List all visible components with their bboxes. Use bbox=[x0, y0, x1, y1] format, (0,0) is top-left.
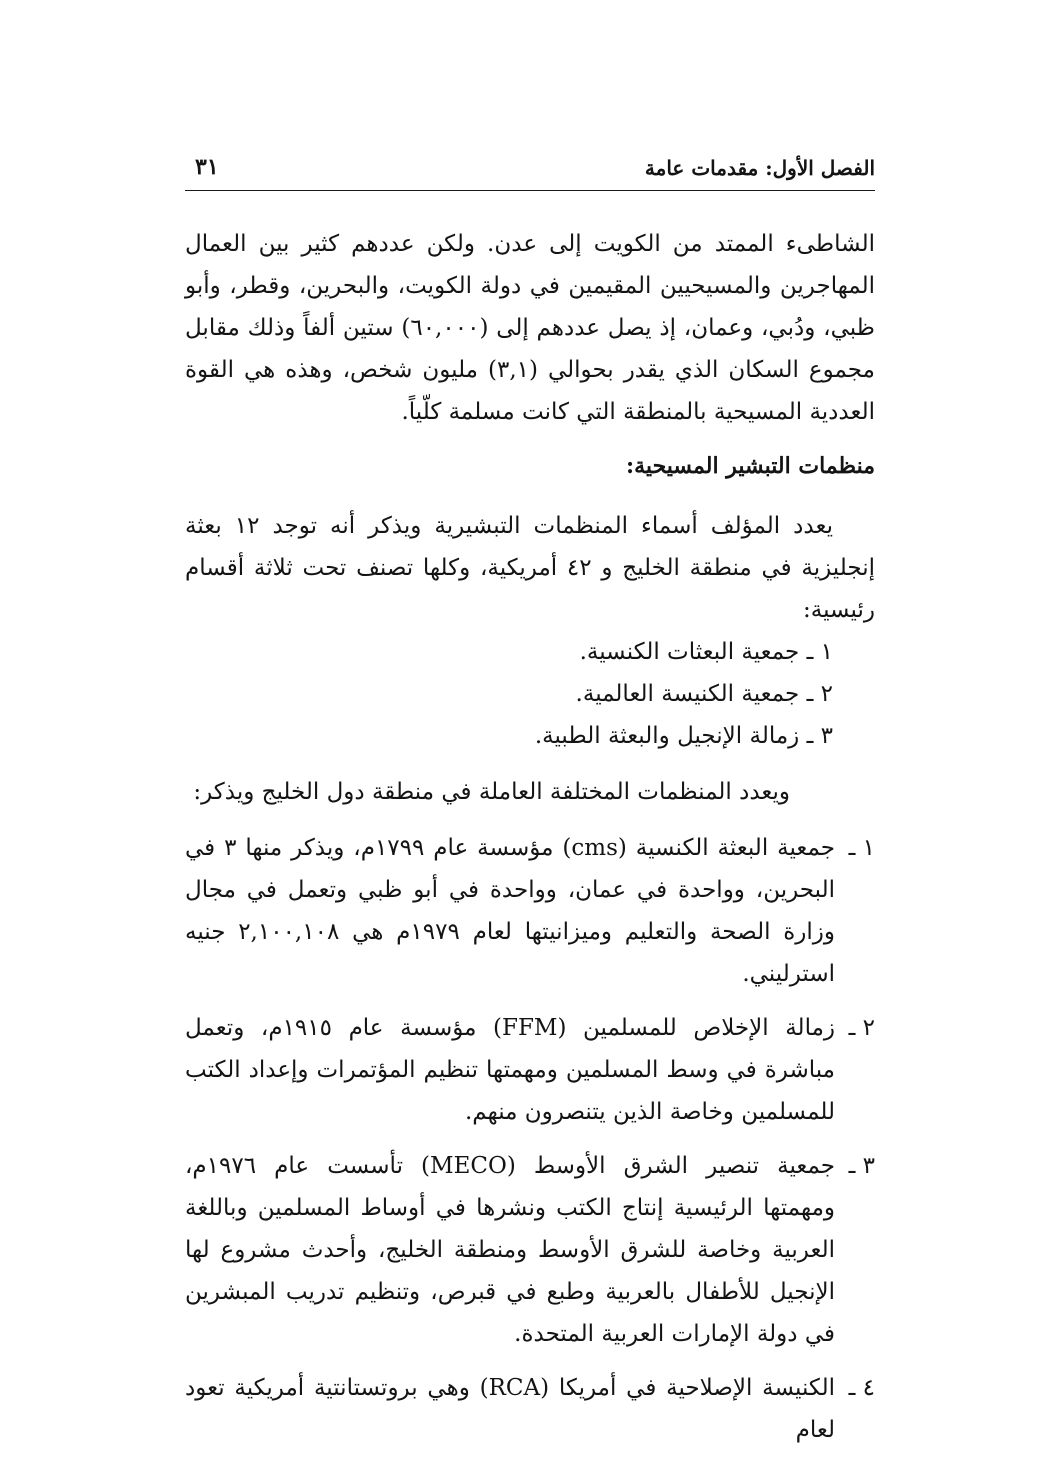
running-header bbox=[185, 150, 875, 191]
item-marker: ٤ ـ bbox=[848, 1375, 875, 1401]
list-item: ٣ ـ زمالة الإنجيل والبعثة الطبية. bbox=[534, 723, 833, 749]
section-paragraph: يعدد المؤلف أسماء المنظمات التبشيرية ويذكر أنه توجد ١٢ بعثة إنجليزية في منطقة الخليج و ٤٢ أمريكية، وكلها تصنف تحت ثلاثة أقسام رئيسية: bbox=[185, 513, 875, 623]
main-sections-list bbox=[185, 631, 875, 757]
chapter-title: الفصل الأول: مقدمات عامة bbox=[644, 156, 875, 180]
organization-item bbox=[185, 1367, 875, 1451]
intro-paragraph: الشاطىء الممتد من الكويت إلى عدن. ولكن عددهم كثير بين العمال المهاجرين والمسيحيين المقيمين في دولة الكويت، والبحرين، وقطر، وأبو ظبي، ودُبي، وعمان، إذ يصل عددهم إلى (٦٠,٠٠٠) ستين ألفاً وذلك مقابل مجموع السكان الذي يقدر بحوالي (٣,١) مليون شخص، وهذه هي القوة العددية المسيحية بالمنطقة التي كانت مسلمة كلّياً. bbox=[185, 231, 875, 425]
organization-item bbox=[185, 827, 875, 995]
item-text: جمعية تنصير الشرق الأوسط (MECO) تأسست عام ١٩٧٦م، ومهمتها الرئيسية إنتاج الكتب ونشرها في أوساط المسلمين وباللغة العربية وخاصة للشرق الأوسط ومنطقة الخليج، وأحدث مشروع لها الإنجيل للأطفال بالعربية وطبع في قبرص، وتنظيم تدريب المبشرين في دولة الإمارات العربية المتحدة. bbox=[185, 1153, 835, 1347]
organizations-list bbox=[185, 827, 875, 1451]
item-text: الكنيسة الإصلاحية في أمريكا (RCA) وهي بروتستانتية أمريكية تعود لعام bbox=[185, 1375, 835, 1443]
organizations-intro: ويعدد المنظمات المختلفة العاملة في منطقة دول الخليج ويذكر: bbox=[193, 779, 790, 805]
item-marker: ٣ ـ bbox=[848, 1153, 875, 1179]
organization-item bbox=[185, 1145, 875, 1355]
item-text: جمعية البعثة الكنسية (cms) مؤسسة عام ١٧٩٩م، ويذكر منها ٣ في البحرين، وواحدة في عمان، وواحدة في أبو ظبي وتعمل في مجال وزارة الصحة والتعليم وميزانيتها لعام ١٩٧٩م هي ٢,١٠٠,١٠٨ جنيه استرليني. bbox=[185, 835, 836, 987]
item-marker: ١ ـ bbox=[848, 835, 875, 861]
list-item: ١ ـ جمعية البعثات الكنسية. bbox=[579, 639, 833, 665]
page-body bbox=[185, 223, 875, 1451]
organization-item bbox=[185, 1007, 875, 1133]
page-number: ٣١ bbox=[195, 154, 219, 180]
item-text: زمالة الإخلاص للمسلمين (FFM) مؤسسة عام ١٩١٥م، وتعمل مباشرة في وسط المسلمين ومهمتها تنظيم المؤتمرات وإعداد الكتب للمسلمين وخاصة الذين يتنصرون منهم. bbox=[185, 1015, 836, 1125]
item-marker: ٢ ـ bbox=[848, 1015, 875, 1041]
book-page bbox=[185, 150, 875, 1463]
section-heading: منظمات التبشير المسيحية: bbox=[626, 453, 875, 479]
list-item: ٢ ـ جمعية الكنيسة العالمية. bbox=[575, 681, 833, 707]
